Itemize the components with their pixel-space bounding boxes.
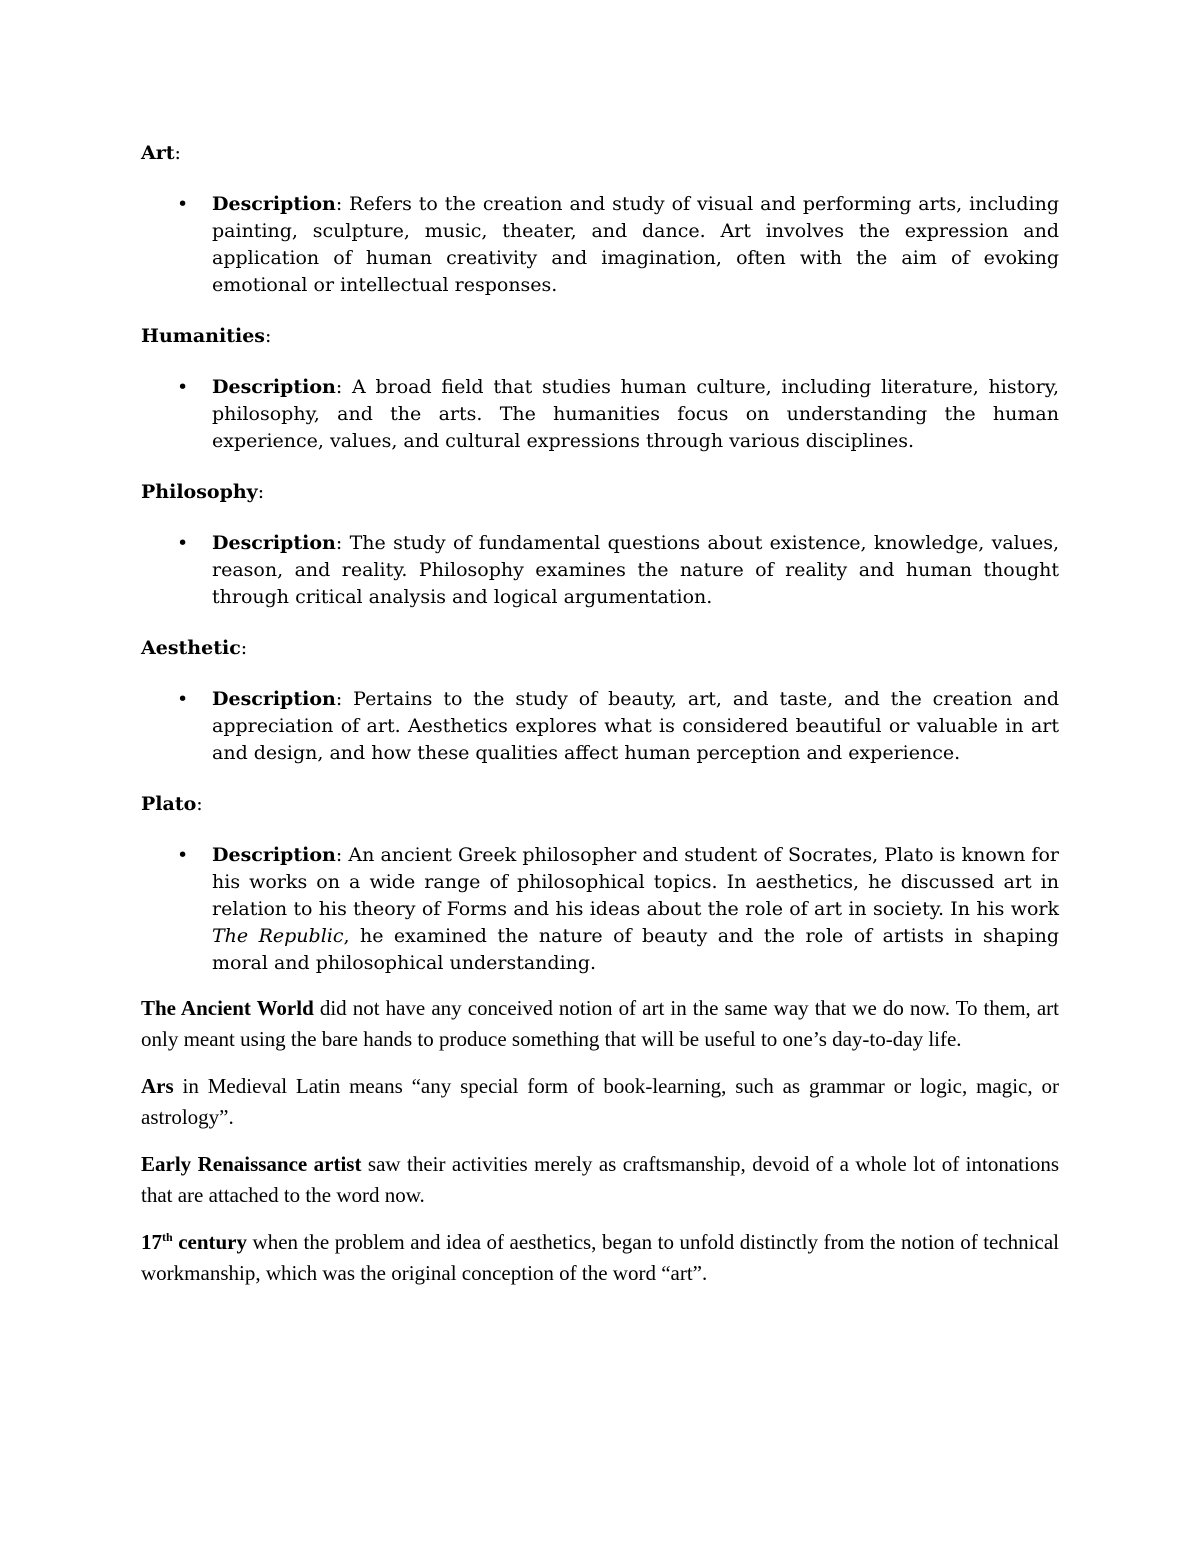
term-name: Philosophy [141, 481, 258, 503]
term-heading [141, 479, 1059, 506]
list-item [141, 530, 1059, 611]
paragraph-17th-century [141, 1227, 1059, 1289]
paragraph-lead: Ars [141, 1074, 174, 1098]
document-page [141, 140, 1059, 1305]
list-item [141, 842, 1059, 977]
description-text: : Pertains to the study of beauty, art, and taste, and the creation and appreciation of art. Aesthetics explores what is considered beautiful or valuable in art and design, and how these qualities affect human perception and experience. [212, 688, 1059, 764]
description-label: Description [212, 532, 336, 554]
bullet-dot-icon: • [177, 532, 189, 554]
bullet-list [141, 374, 1059, 455]
paragraph-ancient-world [141, 993, 1059, 1055]
description-text: : Refers to the creation and study of visual and performing arts, including painting, sculpture, music, theater, and dance. Art involves the expression and application of human creativity and imagination, often with the aim of evoking emotional or intellectual responses. [212, 193, 1059, 296]
term-colon: : [196, 793, 203, 815]
description-label: Description [212, 193, 336, 215]
paragraph-text: saw their activities merely as craftsmanship, devoid of a whole lot of intonations that are attached to the word now. [141, 1152, 1059, 1207]
term-heading [141, 323, 1059, 350]
term-colon: : [174, 142, 181, 164]
paragraph-text: did not have any conceived notion of art in the same way that we do now. To them, art only meant using the bare hands to produce something that will be useful to one’s day-to-day life. [141, 996, 1059, 1051]
paragraph-ars [141, 1071, 1059, 1133]
bullet-dot-icon: • [177, 688, 189, 710]
section-humanities [141, 323, 1059, 455]
description-text: : The study of fundamental questions about existence, knowledge, values, reason, and reality. Philosophy examines the nature of reality and human thought through critical analysis and logical argumentation. [212, 532, 1059, 608]
term-name: Aesthetic [141, 637, 241, 659]
paragraph-lead: Early Renaissance artist [141, 1152, 362, 1176]
book-title: The Republic [212, 925, 344, 947]
term-colon: : [257, 481, 265, 503]
description-label: Description [212, 688, 336, 710]
list-item [141, 686, 1059, 767]
paragraph-text: in Medieval Latin means “any special form of book-learning, such as grammar or logic, magic, or astrology”. [141, 1074, 1059, 1129]
paragraph-text: when the problem and idea of aesthetics, began to unfold distinctly from the notion of technical workmanship, which was the original conception of the word “art”. [141, 1230, 1059, 1285]
term-heading [141, 791, 1059, 818]
list-item [141, 191, 1059, 299]
term-heading [141, 140, 1059, 167]
description-text: : A broad field that studies human culture, including literature, history, philosophy, and the arts. The humanities focus on understanding the human experience, values, and cultural expressions through various disciplines. [212, 376, 1059, 452]
bullet-list [141, 842, 1059, 977]
section-aesthetic [141, 635, 1059, 767]
section-art [141, 140, 1059, 299]
paragraph-lead-word: century [172, 1230, 248, 1254]
description-label: Description [212, 376, 336, 398]
bullet-list [141, 530, 1059, 611]
section-philosophy [141, 479, 1059, 611]
bullet-dot-icon: • [177, 376, 189, 398]
term-name: Plato [141, 793, 197, 815]
section-plato [141, 791, 1059, 977]
term-colon: : [240, 637, 248, 659]
paragraph-lead-number: 17 [141, 1230, 162, 1254]
bullet-dot-icon: • [177, 844, 189, 866]
ordinal-suffix: th [162, 1230, 173, 1244]
bullet-list [141, 191, 1059, 299]
term-name: Art [141, 142, 175, 164]
description-text-continued: , he examined the nature of beauty and the role of artists in shaping moral and philosophical understanding. [212, 925, 1059, 974]
paragraph-early-renaissance [141, 1149, 1059, 1211]
paragraph-lead: The Ancient World [141, 996, 314, 1020]
term-colon: : [265, 325, 272, 347]
description-label: Description [212, 844, 336, 866]
description-text: : An ancient Greek philosopher and student of Socrates, Plato is known for his works on a wide range of philosophical topics. In aesthetics, he discussed art in relation to his theory of Forms and his ideas about the role of art in society. In his work [212, 844, 1059, 920]
term-name: Humanities [141, 325, 265, 347]
list-item [141, 374, 1059, 455]
bullet-dot-icon: • [177, 193, 189, 215]
term-heading [141, 635, 1059, 662]
bullet-list [141, 686, 1059, 767]
